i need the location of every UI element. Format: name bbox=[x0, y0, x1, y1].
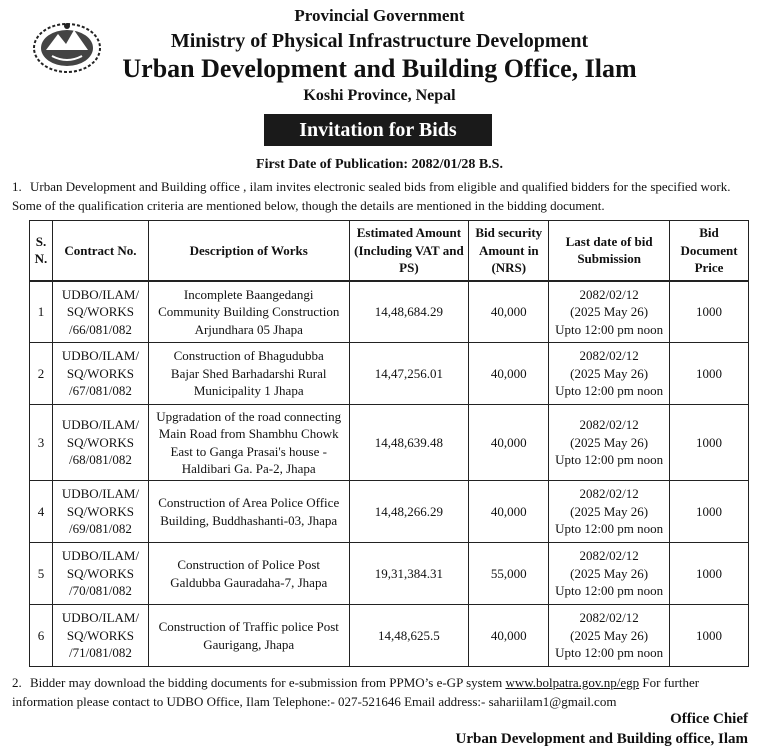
table-row bbox=[30, 343, 749, 405]
signature-office: Urban Development and Building office, Ilam bbox=[455, 731, 748, 747]
table-row bbox=[30, 543, 749, 605]
ministry-name: Ministry of Physical Infrastructure Development bbox=[170, 30, 589, 52]
cell-security: 40,000 bbox=[469, 405, 549, 481]
cell-sn: 1 bbox=[30, 281, 53, 343]
paragraph-text: Urban Development and Building office , ilam invites electronic sealed bids from eligible and qualified bidders for the specified work. Some of the qualification criteria are mentioned below, though the details are mentioned in the bidding document. bbox=[12, 179, 731, 213]
cell-price: 1000 bbox=[670, 281, 749, 343]
cell-description: Construction of Police Post Galdubba Gauradaha-7, Jhapa bbox=[148, 543, 349, 605]
paragraph-1 bbox=[12, 177, 752, 215]
cell-contract: UDBO/ILAM/ SQ/WORKS /68/081/082 bbox=[52, 405, 148, 481]
cell-estimate: 14,47,256.01 bbox=[349, 343, 469, 405]
cell-sn: 2 bbox=[30, 343, 53, 405]
cell-estimate: 14,48,639.48 bbox=[349, 405, 469, 481]
cell-price: 1000 bbox=[670, 343, 749, 405]
cell-contract: UDBO/ILAM/ SQ/WORKS /69/081/082 bbox=[52, 481, 148, 543]
provincial-government: Provincial Government bbox=[294, 6, 465, 25]
cell-lastdate: 2082/02/12 (2025 May 26) Upto 12:00 pm noon bbox=[549, 481, 670, 543]
table-row bbox=[30, 481, 749, 543]
cell-price: 1000 bbox=[670, 405, 749, 481]
cell-lastdate: 2082/02/12 (2025 May 26) Upto 12:00 pm noon bbox=[549, 281, 670, 343]
cell-sn: 6 bbox=[30, 605, 53, 667]
cell-price: 1000 bbox=[670, 605, 749, 667]
signature-title: Office Chief bbox=[670, 711, 748, 727]
province-name: Koshi Province, Nepal bbox=[303, 87, 456, 104]
invitation-banner: Invitation for Bids bbox=[264, 114, 492, 146]
header-price: Bid Document Price bbox=[670, 221, 749, 281]
paragraph-2 bbox=[12, 673, 752, 711]
cell-price: 1000 bbox=[670, 481, 749, 543]
paragraph-number: 1. bbox=[12, 179, 22, 194]
bids-table bbox=[29, 220, 749, 667]
cell-lastdate: 2082/02/12 (2025 May 26) Upto 12:00 pm noon bbox=[549, 543, 670, 605]
table-header-row bbox=[30, 221, 749, 281]
cell-lastdate: 2082/02/12 (2025 May 26) Upto 12:00 pm noon bbox=[549, 605, 670, 667]
office-name: Urban Development and Building Office, Ilam bbox=[122, 54, 637, 83]
paragraph-number: 2. bbox=[12, 675, 22, 690]
cell-lastdate: 2082/02/12 (2025 May 26) Upto 12:00 pm noon bbox=[549, 343, 670, 405]
cell-description: Construction of Traffic police Post Gaurigang, Jhapa bbox=[148, 605, 349, 667]
header-lastdate: Last date of bid Submission bbox=[549, 221, 670, 281]
header-description: Description of Works bbox=[148, 221, 349, 281]
paragraph-text: Bidder may download the bidding documents for e-submission from PPMO’s e-GP system bbox=[30, 675, 506, 690]
cell-security: 55,000 bbox=[469, 543, 549, 605]
table-row bbox=[30, 281, 749, 343]
header-sn: S. N. bbox=[30, 221, 53, 281]
table-row bbox=[30, 605, 749, 667]
cell-security: 40,000 bbox=[469, 481, 549, 543]
cell-contract: UDBO/ILAM/ SQ/WORKS /70/081/082 bbox=[52, 543, 148, 605]
cell-security: 40,000 bbox=[469, 343, 549, 405]
cell-contract: UDBO/ILAM/ SQ/WORKS /66/081/082 bbox=[52, 281, 148, 343]
cell-security: 40,000 bbox=[469, 605, 549, 667]
table-row bbox=[30, 405, 749, 481]
cell-description: Construction of Area Police Office Building, Buddhashanti-03, Jhapa bbox=[148, 481, 349, 543]
cell-estimate: 14,48,625.5 bbox=[349, 605, 469, 667]
cell-sn: 4 bbox=[30, 481, 53, 543]
cell-estimate: 14,48,266.29 bbox=[349, 481, 469, 543]
cell-contract: UDBO/ILAM/ SQ/WORKS /71/081/082 bbox=[52, 605, 148, 667]
cell-description: Upgradation of the road connecting Main Road from Shambhu Chowk East to Ganga Prasai's house - Haldibari Ga. Pa-2, Jhapa bbox=[148, 405, 349, 481]
header-contract: Contract No. bbox=[52, 221, 148, 281]
cell-description: Construction of Bhagudubba Bajar Shed Barhadarshi Rural Municipality 1 Jhapa bbox=[148, 343, 349, 405]
publication-date: First Date of Publication: 2082/01/28 B.S. bbox=[256, 157, 503, 172]
bolpatra-link[interactable]: www.bolpatra.gov.np/egp bbox=[505, 675, 640, 690]
cell-security: 40,000 bbox=[469, 281, 549, 343]
cell-estimate: 19,31,384.31 bbox=[349, 543, 469, 605]
header-security: Bid security Amount in (NRS) bbox=[469, 221, 549, 281]
cell-contract: UDBO/ILAM/ SQ/WORKS /67/081/082 bbox=[52, 343, 148, 405]
cell-estimate: 14,48,684.29 bbox=[349, 281, 469, 343]
header-estimate: Estimated Amount (Including VAT and PS) bbox=[349, 221, 469, 281]
cell-lastdate: 2082/02/12 (2025 May 26) Upto 12:00 pm noon bbox=[549, 405, 670, 481]
cell-description: Incomplete Baangedangi Community Building Construction Arjundhara 05 Jhapa bbox=[148, 281, 349, 343]
paragraph-contact: For further information please contact to UDBO Office, Ilam Telephone:- 027-521646 Email address:- sahariilam1@gmail.com bbox=[12, 675, 700, 709]
cell-sn: 5 bbox=[30, 543, 53, 605]
cell-sn: 3 bbox=[30, 405, 53, 481]
cell-price: 1000 bbox=[670, 543, 749, 605]
